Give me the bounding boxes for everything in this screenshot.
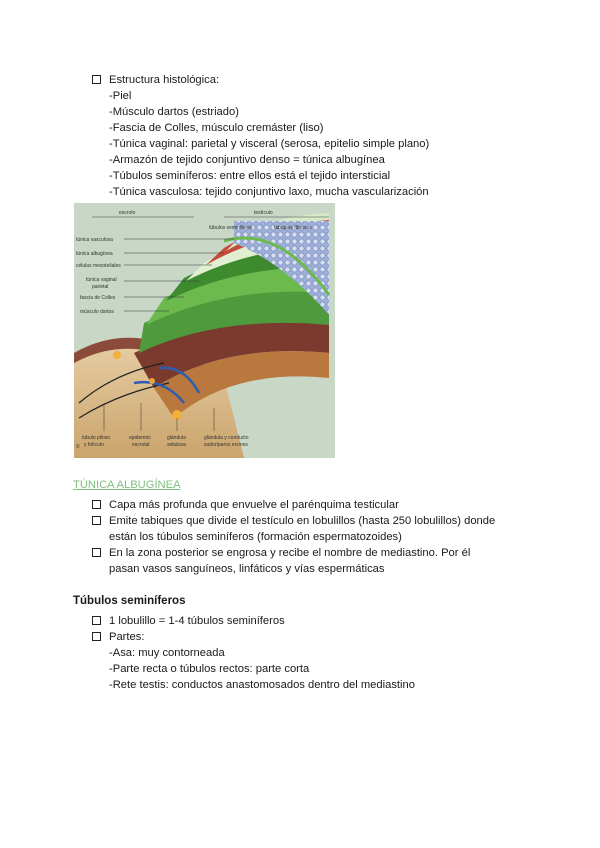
sub-item: -Túnica vaginal: parietal y visceral (serosa, epitelio simple plano) (109, 138, 430, 150)
sub-item: -Rete testis: conductos anastomosados dentro del mediastino (109, 679, 415, 691)
label-tunica-vasculosa: túnica vasculosa (76, 237, 113, 243)
list-item (92, 497, 495, 513)
label-celulas-mesoteliales: células mesoteliales (76, 263, 121, 269)
label-tubulos-seminiferos: túbulos seminíferos (209, 225, 253, 231)
list-item (92, 613, 415, 629)
label-epidermis: epidermis (129, 435, 151, 441)
label-escroto: escroto (119, 210, 136, 216)
label-sudoriparos: sudoríparos ecrinos (204, 442, 248, 448)
list-item-text: Partes: (109, 631, 145, 643)
label-foliculo: y folículo (84, 442, 104, 448)
sub-item: -Parte recta o túbulos rectos: parte corta (109, 663, 310, 675)
list-item-continuation: están los túbulos seminíferos (formación espermatozoides) (109, 531, 402, 543)
list-item (92, 545, 495, 561)
sub-item: -Túnica vasculosa: tejido conjuntivo laxo, mucha vascularización (109, 186, 429, 198)
tubulos-list (92, 613, 415, 693)
checkbox[interactable] (92, 616, 101, 625)
heading-tubulos-seminiferos: Túbulos seminíferos (73, 595, 186, 607)
label-fascia-colles: fascia de Colles (80, 295, 116, 301)
list-item-text: Estructura histológica: (109, 74, 220, 86)
checkbox[interactable] (92, 516, 101, 525)
list-item-continuation: pasan vasos sanguíneos, linfáticos y vías espermáticas (109, 563, 385, 575)
scrotum-histology-figure (74, 203, 335, 458)
sub-item: -Asa: muy contorneada (109, 647, 225, 659)
list-item-text: 1 lobulillo = 1-4 túbulos seminíferos (109, 615, 285, 627)
list-item (92, 72, 429, 88)
checkbox[interactable] (92, 500, 101, 509)
list-item-text: En la zona posterior se engrosa y recibe el nombre de mediastino. Por él (109, 547, 471, 559)
label-tunica-vaginal: túnica vaginal (86, 277, 117, 283)
label-glandula: glándula (167, 435, 186, 441)
label-glandula-conducto: glándula y conducto (204, 435, 249, 441)
sub-item: -Piel (109, 90, 132, 102)
heading-tunica-albuginea[interactable]: TÚNICA ALBUGÍNEA (73, 479, 181, 491)
label-tabiques-fibrosos: tabiques fibrosos (274, 225, 312, 231)
list-item-text: Emite tabiques que divide el testículo en lobulillos (hasta 250 lobulillos) donde (109, 515, 496, 527)
label-tunica-albuginea: túnica albugínea (76, 251, 113, 257)
label-parietal: parietal (92, 284, 109, 290)
albuginea-list (92, 497, 495, 577)
label-musculo-dartos: músculo dartos (80, 309, 114, 315)
label-copyright: © (76, 444, 80, 450)
sub-item: -Músculo dartos (estriado) (109, 106, 239, 118)
sub-item: -Fascia de Colles, músculo cremáster (liso) (109, 122, 324, 134)
label-sebacea: sebácea (167, 442, 186, 448)
list-item (92, 513, 495, 529)
label-tubulo-piloso: túbulo piloso (82, 435, 111, 441)
label-escrotal: escrotal (132, 442, 150, 448)
label-testiculo: testículo (254, 210, 273, 216)
checkbox[interactable] (92, 75, 101, 84)
checkbox[interactable] (92, 632, 101, 641)
sub-item: -Túbulos seminíferos: entre ellos está el tejido intersticial (109, 170, 391, 182)
sub-item: -Armazón de tejido conjuntivo denso = túnica albugínea (109, 154, 385, 166)
list-item-text: Capa más profunda que envuelve el parénquima testicular (109, 499, 399, 511)
histology-list (92, 72, 429, 200)
list-item (92, 629, 415, 645)
checkbox[interactable] (92, 548, 101, 557)
